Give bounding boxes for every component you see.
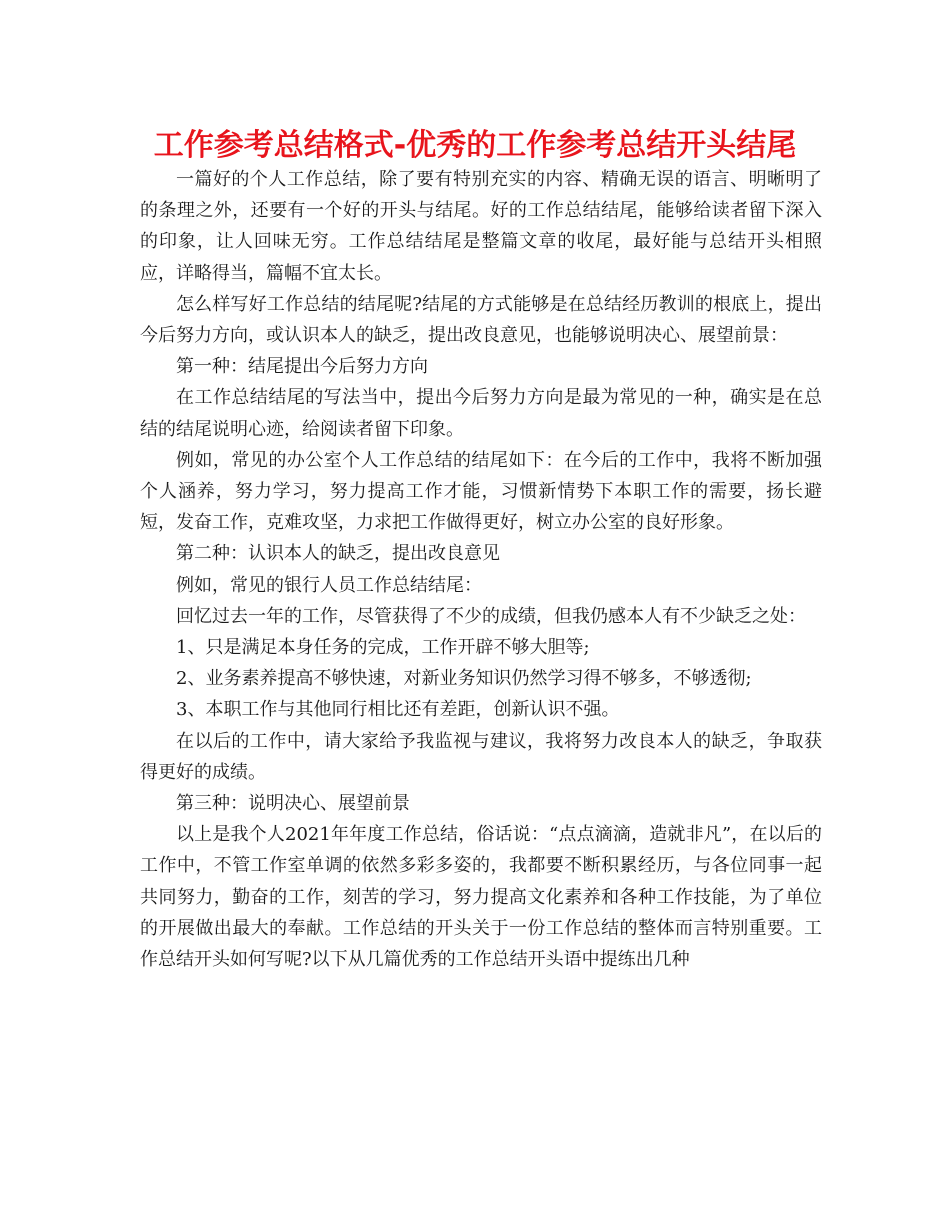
paragraph-method-two-review: 回忆过去一年的工作，尽管获得了不少的成绩，但我仍感本人有不少缺乏之处： (176, 605, 806, 627)
document-body (140, 164, 822, 975)
list-item-3: 3、本职工作与其他同行相比还有差距，创新认识不强。 (176, 699, 620, 721)
document-title: 工作参考总结格式-优秀的工作参考总结开头结尾 (153, 128, 797, 163)
paragraph-intro: 一篇好的个人工作总结，除了要有特别充实的内容、精确无误的语言、明晰明了的条理之外，还要有一个好的开头与结尾。好的工作总结结尾，能够给读者留下深入的印象，让人回味无穷。工作总结结尾是整篇文章的收尾，最好能与总结开头相照应，详略得当，篇幅不宜太长。 (140, 169, 822, 284)
paragraph-method-one-desc: 在工作总结结尾的写法当中，提出今后努力方向是最为常见的一种，确实是在总结的结尾说明心迹，给阅读者留下印象。 (140, 387, 822, 440)
heading-method-three: 第三种：说明决心、展望前景 (176, 793, 410, 815)
paragraph-method-three-example: 以上是我个人2021年年度工作总结，俗话说：“点点滴滴，造就非凡”，在以后的工作中，不管工作室单调的依然多彩多姿的，我都要不断积累经历，与各位同事一起共同努力，勤奋的工作，刻苦的学习，努力提高文化素养和各种工作技能，为了单位的开展做出最大的奉献。工作总结的开头关于一份工作总结的整体而言特别重要。工作总结开头如何写呢?以下从几篇优秀的工作总结开头语中提练出几种 (140, 824, 822, 971)
list-item-2: 2、业务素养提高不够快速，对新业务知识仍然学习得不够多，不够透彻; (176, 668, 752, 690)
paragraph-method-two-closing: 在以后的工作中，请大家给予我监视与建议，我将努力改良本人的缺乏，争取获得更好的成绩。 (140, 730, 822, 783)
paragraph-method-one-example: 例如，常见的办公室个人工作总结的结尾如下：在今后的工作中，我将不断加强个人涵养，努力学习，努力提高工作才能，习惯新情势下本职工作的需要，扬长避短，发奋工作，克难攻坚，力求把工作做得更好，树立办公室的良好形象。 (140, 449, 822, 534)
list-item-1: 1、只是满足本身任务的完成，工作开辟不够大胆等; (176, 637, 590, 659)
heading-method-one: 第一种：结尾提出今后努力方向 (176, 356, 428, 378)
paragraph-method-two-example-intro: 例如，常见的银行人员工作总结结尾： (176, 574, 482, 596)
heading-method-two: 第二种：认识本人的缺乏，提出改良意见 (176, 543, 500, 565)
paragraph-how-to-end: 怎么样写好工作总结的结尾呢?结尾的方式能够是在总结经历教训的根底上，提出今后努力方向，或认识本人的缺乏，提出改良意见，也能够说明决心、展望前景： (140, 293, 822, 347)
